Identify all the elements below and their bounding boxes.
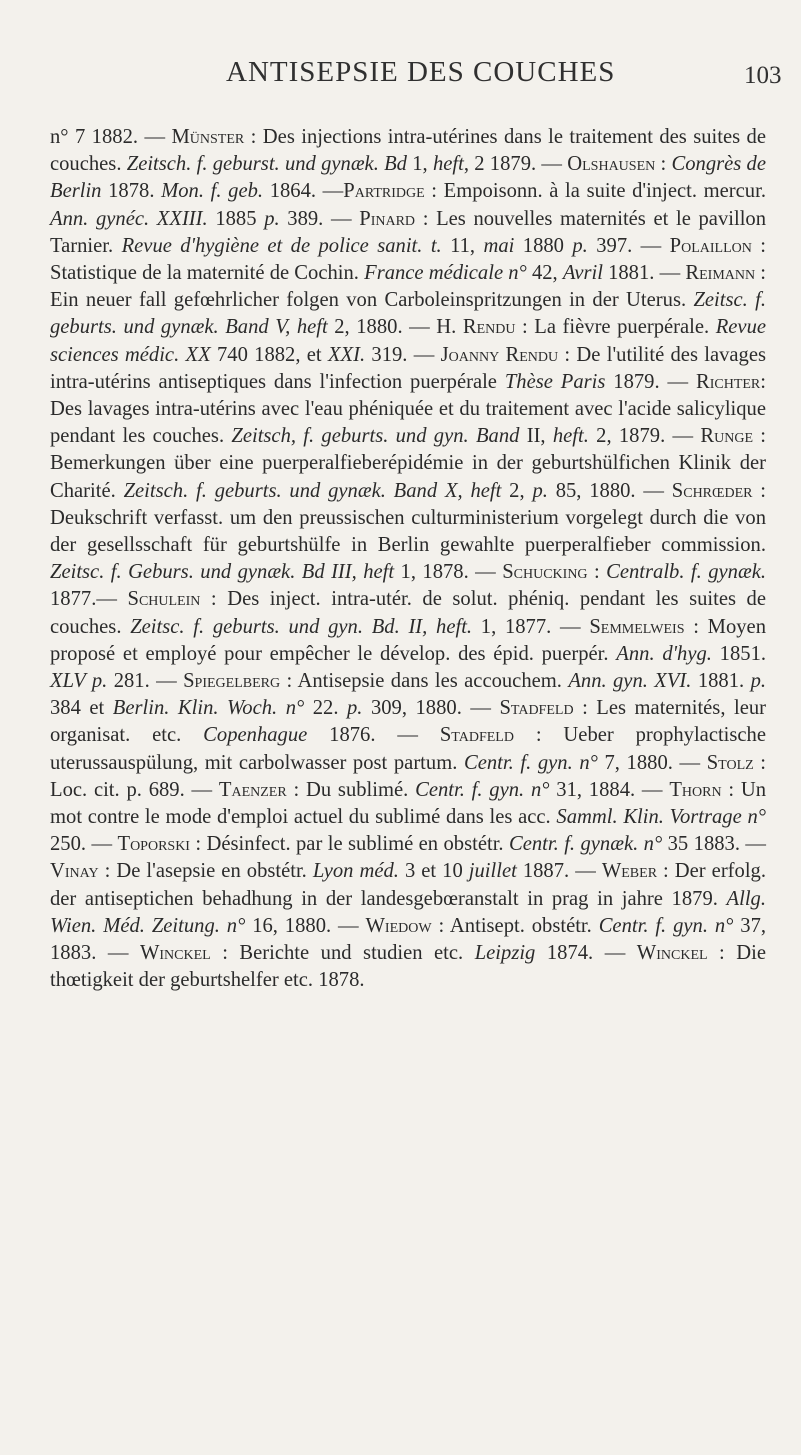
reference-text: : Les maternités, leur organisat. etc. bbox=[50, 697, 766, 747]
reference-author: Polaillon bbox=[669, 234, 752, 257]
reference-text: : Berichte und studien etc. bbox=[210, 942, 475, 965]
reference-text: : Empoisonn. à la suite d'inject. mercur. bbox=[424, 180, 766, 203]
reference-source: Berlin. Klin. Woch. n° bbox=[112, 697, 305, 720]
reference-author: Olshausen bbox=[567, 153, 656, 176]
reference-source: XLV p. bbox=[50, 670, 108, 693]
reference-text: : De l'asepsie en obstétr. bbox=[98, 860, 313, 883]
reference-source: p. bbox=[532, 479, 548, 502]
reference-source: Zeitsc. f. Geburs. und gynæk. Bd III, heft bbox=[50, 561, 395, 584]
reference-text: : Moyen proposé et employé pour empêcher le dévelop. des épid. puerpér. bbox=[50, 615, 766, 665]
reference-author: Wiedow bbox=[365, 914, 432, 937]
page-number: 103 bbox=[744, 62, 782, 89]
reference-author: Reimann bbox=[685, 262, 756, 285]
reference-source: mai bbox=[483, 234, 515, 257]
reference-text: 1878. bbox=[101, 180, 162, 203]
reference-source: p. bbox=[750, 670, 767, 693]
reference-author: Richter bbox=[695, 370, 761, 393]
reference-text: 85, 1880. — bbox=[547, 479, 672, 502]
reference-text: 1887. — bbox=[516, 860, 602, 883]
reference-author: Vinay bbox=[50, 860, 99, 883]
reference-author: Stadfeld bbox=[499, 697, 574, 720]
reference-entry bbox=[50, 860, 602, 882]
reference-text: 384 et bbox=[50, 697, 113, 720]
reference-author: Rendu bbox=[462, 316, 516, 339]
reference-author: Spiegelberg bbox=[183, 670, 281, 693]
reference-text: 3 et 10 bbox=[398, 860, 469, 883]
reference-author: Runge bbox=[700, 425, 753, 448]
reference-text: : Bemerkungen über eine puerperalfieberépidémie in der geburtshülfichen Klinik der Charité. bbox=[50, 425, 766, 502]
reference-source: heft bbox=[432, 153, 464, 176]
reference-text: II, bbox=[519, 425, 553, 448]
reference-text: : Antisept. obstétr. bbox=[431, 914, 599, 937]
reference-text: — bbox=[536, 153, 568, 176]
reference-text: 1881. — bbox=[602, 262, 686, 285]
reference-author: Partridge bbox=[343, 180, 425, 203]
reference-text: 1879. — bbox=[605, 370, 696, 393]
reference-text: 1864. — bbox=[263, 180, 344, 203]
reference-text: 1, 1877. — bbox=[472, 615, 590, 638]
reference-text: 22. bbox=[304, 697, 347, 720]
reference-author: Münster bbox=[171, 126, 245, 148]
reference-source: Centr. f. gyn. n° bbox=[463, 751, 598, 774]
reference-source: Centralb. f. gynæk. bbox=[606, 561, 766, 584]
reference-text: 281. — bbox=[107, 670, 184, 693]
reference-source: p. bbox=[347, 697, 363, 720]
reference-source: Leipzig bbox=[474, 942, 536, 965]
reference-text: : La fièvre puerpérale. bbox=[515, 316, 716, 339]
reference-text: : Désinfect. par le sublimé en obstétr. bbox=[189, 833, 509, 856]
reference-text: 740 1882, et bbox=[210, 343, 328, 366]
reference-text: : Un mot contre le mode d'emploi actuel du sublimé dans les acc. bbox=[50, 778, 767, 829]
reference-source: Centr. f. gyn. n° bbox=[415, 778, 550, 801]
reference-text: : Der erfolg. der antiseptichen behadhung in der landesgebœranstalt in prag in jahre 1879. bbox=[50, 860, 767, 910]
reference-text: 2, 1879. — bbox=[588, 425, 701, 448]
reference-author: Pinard bbox=[359, 207, 416, 230]
reference-source: heft. bbox=[552, 425, 589, 448]
reference-source: Zeitsch. f. geburst. und gynæk. Bd bbox=[126, 153, 407, 176]
reference-source: p. bbox=[572, 234, 588, 257]
reference-source: Zeitsc. f. geburts. und gyn. Bd. II, heft. bbox=[130, 615, 473, 638]
reference-text: 42, bbox=[526, 262, 563, 285]
reference-text: 2, 1880. — bbox=[327, 316, 437, 339]
reference-text: : Des inject. intra-utér. de solut. phéniq. pendant les suites de couches. bbox=[50, 588, 766, 638]
reference-entry bbox=[140, 942, 637, 964]
reference-text: : bbox=[587, 561, 607, 584]
reference-text: : Loc. cit. p. 689. — bbox=[50, 751, 767, 801]
reference-entry bbox=[117, 833, 766, 855]
reference-entry bbox=[219, 779, 669, 801]
reference-text: 319. — bbox=[365, 343, 441, 366]
reference-source: Congrès de Berlin bbox=[50, 153, 766, 203]
reference-author: Joanny Rendu bbox=[440, 343, 559, 366]
reference-text: 1876. — bbox=[307, 724, 440, 747]
reference-source: juillet bbox=[468, 860, 517, 883]
reference-text: : Du sublimé. bbox=[286, 778, 416, 801]
reference-source: Mon. f. geb. bbox=[161, 180, 264, 203]
reference-source: XXI. bbox=[327, 343, 366, 366]
reference-text: 35 1883. — bbox=[662, 833, 766, 856]
reference-text: : Des injections intra-utérines dans le traitement des suites de couches. bbox=[50, 126, 766, 176]
reference-author: Toporski bbox=[117, 833, 190, 856]
reference-author: Schulein bbox=[127, 588, 201, 611]
reference-text: 309, 1880. — bbox=[362, 697, 500, 720]
reference-source: Revue d'hygiène et de police sanit. t. bbox=[121, 234, 442, 257]
reference-source: Copenhague bbox=[203, 724, 308, 747]
reference-source: Samml. Klin. Vortrage n° bbox=[556, 806, 766, 829]
reference-source: p. bbox=[264, 207, 280, 230]
reference-source: Zeitsc. f. geburts. und gynæk. Band V, heft bbox=[50, 289, 766, 339]
reference-author: Schucking bbox=[502, 561, 588, 584]
reference-source: Zeitsch, f. geburts. und gyn. Band bbox=[231, 425, 520, 448]
reference-text: : Ueber prophylactische uterussauspülung, mit carbolwasser post partum. bbox=[50, 724, 766, 774]
reference-source: Revue sciences médic. XX bbox=[50, 316, 767, 366]
reference-text: 37, 1883. — bbox=[50, 914, 767, 965]
reference-author: Taenzer bbox=[218, 778, 287, 801]
reference-text: : Die thœtigkeit der geburtshelfer etc. 1878. bbox=[50, 942, 766, 992]
reference-text: 1874. — bbox=[535, 942, 637, 965]
reference-author: Semmelweis bbox=[589, 615, 685, 638]
reference-text: : Statistique de la maternité de Cochin. bbox=[50, 234, 767, 285]
reference-source: Ann. d'hyg. bbox=[616, 642, 712, 665]
reference-author: Winckel bbox=[636, 942, 708, 965]
reference-text: 11, bbox=[441, 234, 484, 257]
reference-text: 16, 1880. — bbox=[245, 914, 366, 937]
reference-source: Ann. gyn. XVI. bbox=[568, 670, 692, 693]
reference-source: Avril bbox=[562, 262, 603, 285]
reference-text: 1877.— bbox=[50, 588, 128, 611]
running-head bbox=[0, 56, 801, 116]
reference-text: : De l'utilité des lavages intra-utérins antiseptiques dans l'infection puerpérale bbox=[50, 343, 767, 393]
reference-text: 2, bbox=[501, 479, 533, 502]
reference-source: Centr. f. gyn. n° bbox=[598, 914, 734, 937]
reference-text: 389. bbox=[279, 207, 324, 230]
reference-text: : Des lavages intra-utérins avec l'eau phéniquée et du traitement avec l'acide salicylique pendant les couches. bbox=[50, 370, 767, 448]
reference-text: 397. — bbox=[587, 234, 670, 257]
reference-source: Zeitsch. f. geburts. und gynæk. Band X, heft bbox=[123, 479, 502, 502]
reference-text: n° 7 1882. — bbox=[50, 126, 172, 148]
reference-text: 7, 1880. — bbox=[597, 751, 707, 774]
reference-text: 1880 bbox=[514, 234, 573, 257]
reference-text: 1881. bbox=[691, 670, 751, 693]
reference-text: : Deukschrift verfasst. um den preussischen culturministerium vorgelegt durch die von der gesellsschaft für geburtshülfe in Berlin gewahlte puerperalfieber commission. bbox=[50, 479, 767, 557]
reference-text: 1885 bbox=[207, 207, 265, 230]
reference-text: H. bbox=[436, 316, 463, 339]
reference-source: Thèse Paris bbox=[504, 370, 606, 393]
reference-author: Schrœder bbox=[671, 479, 753, 502]
reference-author: Stadfeld bbox=[439, 724, 514, 747]
reference-text: 1, 1878. — bbox=[394, 561, 503, 584]
reference-text: 1851. bbox=[711, 642, 767, 665]
reference-text: : Ein neuer fall gefœhrlicher folgen von Carboleinspritzungen in der Uterus. bbox=[50, 262, 767, 312]
bibliography-paragraph bbox=[50, 124, 766, 995]
reference-source: Centr. f. gynæk. n° bbox=[509, 833, 663, 856]
reference-text: , 2 1879. bbox=[463, 153, 537, 176]
reference-author: Winckel bbox=[139, 942, 211, 965]
reference-text: 1, bbox=[406, 153, 433, 176]
reference-author: Weber bbox=[601, 860, 658, 883]
reference-text: — bbox=[323, 207, 360, 230]
reference-text: : bbox=[655, 153, 672, 176]
bibliography bbox=[50, 124, 766, 995]
reference-text: : Les nouvelles maternités et le pavillon Tarnier. bbox=[50, 207, 767, 257]
reference-author: Thorn bbox=[669, 778, 722, 801]
reference-author: Stolz bbox=[706, 751, 754, 774]
reference-text: 31, 1884. — bbox=[549, 778, 670, 801]
reference-text: : Antisepsie dans les accouchem. bbox=[280, 670, 569, 693]
reference-source: Ann. gynéc. XXIII. bbox=[50, 207, 208, 230]
reference-source: Allg. Wien. Méd. Zeitung. n° bbox=[50, 887, 766, 937]
reference-text: 250. — bbox=[50, 833, 118, 856]
reference-source: Lyon méd. bbox=[312, 860, 399, 883]
page-title: ANTISEPSIE DES COUCHES bbox=[226, 56, 616, 88]
reference-source: France médicale n° bbox=[364, 262, 527, 285]
